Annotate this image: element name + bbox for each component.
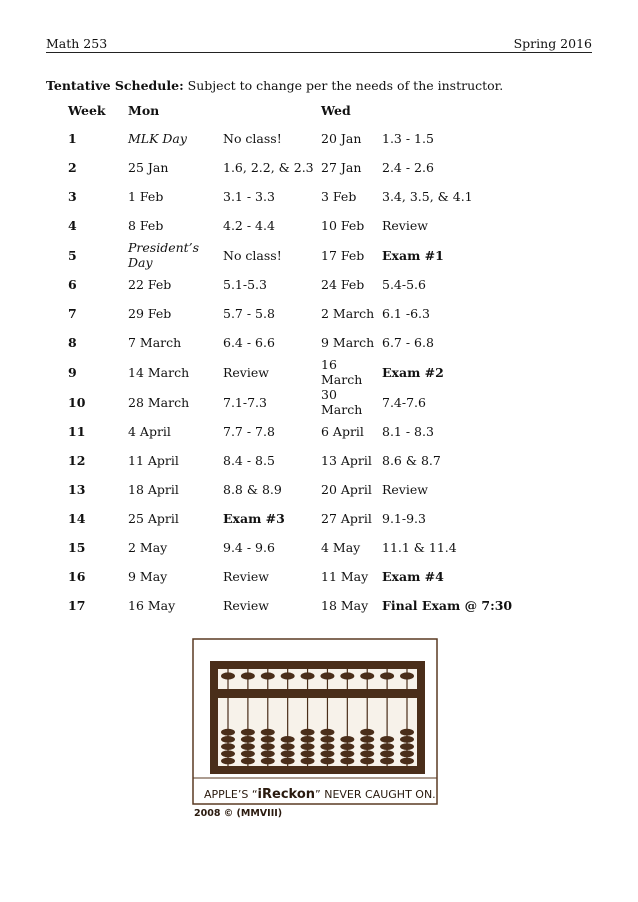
abacus-lower-bead [261, 736, 275, 743]
week-number: 1 [68, 131, 77, 146]
wednesday-date: 27 April [321, 511, 372, 526]
schedule-body [68, 124, 532, 620]
abacus-lower-bead [380, 758, 394, 765]
monday-topic: 6.4 - 6.6 [223, 335, 275, 350]
week-number: 10 [68, 394, 86, 410]
abacus-lower-bead [301, 750, 315, 757]
monday-date: 28 March [128, 394, 190, 410]
schedule-row [68, 270, 532, 299]
abacus-lower-bead [380, 750, 394, 757]
abacus-lower-bead [241, 736, 255, 743]
wednesday-topic: 6.7 - 6.8 [382, 335, 434, 350]
abacus-upper-bead [360, 672, 374, 679]
wednesday-topic: 8.6 & 8.7 [382, 453, 441, 468]
abacus-lower-bead [221, 743, 235, 750]
wednesday-date: 27 Jan [321, 160, 362, 175]
wednesday-date: 2 March [321, 306, 375, 321]
monday-date: 9 May [128, 569, 168, 584]
week-number: 16 [68, 569, 86, 584]
abacus-lower-bead [340, 736, 354, 743]
wednesday-topic: Review [382, 218, 428, 233]
monday-topic: 8.4 - 8.5 [223, 453, 275, 468]
monday-topic: Review [223, 569, 269, 584]
monday-date: 4 April [128, 424, 171, 439]
wednesday-date: 30 March [321, 387, 363, 417]
abacus-lower-bead [320, 750, 334, 757]
schedule-row [68, 124, 532, 153]
wednesday-date: 13 April [321, 453, 372, 468]
schedule-row [68, 211, 532, 240]
schedule-row [68, 387, 532, 417]
week-number: 11 [68, 424, 86, 439]
abacus-upper-bead [301, 672, 315, 679]
abacus-lower-bead [400, 758, 414, 765]
abacus-lower-bead [301, 758, 315, 765]
monday-date: 25 Jan [128, 160, 169, 175]
week-number: 9 [68, 364, 77, 380]
wednesday-topic: Exam #4 [382, 569, 444, 584]
abacus-lower-bead [241, 729, 255, 736]
abacus [210, 661, 425, 774]
abacus-lower-bead [380, 743, 394, 750]
schedule-table [68, 96, 532, 620]
abacus-upper-bead [221, 672, 235, 679]
schedule-intro [46, 78, 503, 93]
abacus-lower-bead [241, 758, 255, 765]
abacus-lower-bead [360, 758, 374, 765]
semester: Spring 2016 [513, 36, 592, 51]
monday-date: 25 April [128, 511, 179, 526]
abacus-lower-bead [400, 743, 414, 750]
monday-topic: Exam #3 [223, 511, 285, 526]
monday-topic: Review [223, 364, 269, 380]
week-number: 14 [68, 511, 86, 526]
monday-date: 1 Feb [128, 189, 164, 204]
header-week: Week [68, 102, 106, 118]
schedule-row [68, 533, 532, 562]
abacus-lower-bead [320, 743, 334, 750]
wednesday-topic: 5.4-5.6 [382, 277, 426, 292]
wednesday-date: 4 May [321, 540, 361, 555]
wednesday-date: 6 April [321, 424, 364, 439]
wednesday-topic: Exam #2 [382, 364, 444, 380]
wednesday-date: 24 Feb [321, 277, 365, 292]
wednesday-topic: 6.1 -6.3 [382, 306, 430, 321]
monday-date: President’s Day [128, 240, 200, 270]
page-header [46, 34, 592, 53]
wednesday-date: 3 Feb [321, 189, 357, 204]
abacus-lower-bead [301, 729, 315, 736]
abacus-lower-bead [301, 736, 315, 743]
schedule-row [68, 417, 532, 446]
week-number: 15 [68, 540, 86, 555]
schedule-row [68, 504, 532, 533]
abacus-lower-bead [281, 758, 295, 765]
monday-topic: Review [223, 598, 269, 613]
abacus-upper-bead [320, 672, 334, 679]
abacus-lower-bead [400, 750, 414, 757]
caption-post: ” NEVER CAUGHT ON. [315, 788, 436, 801]
header-mon: Mon [128, 102, 160, 118]
abacus-lower-bead [261, 758, 275, 765]
wednesday-topic: 1.3 - 1.5 [382, 131, 434, 146]
caption-pre: APPLE’S “ [204, 788, 258, 801]
schedule-row [68, 328, 532, 357]
abacus-upper-bead [241, 672, 255, 679]
monday-date: 14 March [128, 364, 190, 380]
abacus-lower-bead [261, 743, 275, 750]
wednesday-topic: 7.4-7.6 [382, 394, 426, 410]
wednesday-topic: 2.4 - 2.6 [382, 160, 434, 175]
monday-topic: 9.4 - 9.6 [223, 540, 275, 555]
schedule-row [68, 475, 532, 504]
monday-topic: No class! [223, 131, 282, 146]
abacus-lower-bead [320, 736, 334, 743]
monday-date: 7 March [128, 335, 182, 350]
monday-date: 22 Feb [128, 277, 172, 292]
schedule-row [68, 357, 532, 387]
abacus-upper-bead [340, 672, 354, 679]
abacus-lower-bead [221, 750, 235, 757]
wednesday-topic: 3.4, 3.5, & 4.1 [382, 189, 473, 204]
abacus-lower-bead [261, 729, 275, 736]
abacus-lower-bead [360, 743, 374, 750]
abacus-lower-bead [340, 758, 354, 765]
abacus-upper-bead [380, 672, 394, 679]
monday-date: 8 Feb [128, 218, 164, 233]
abacus-lower-bead [281, 750, 295, 757]
cartoon-caption [204, 787, 436, 802]
header-wed: Wed [321, 102, 351, 118]
abacus-upper-bead [400, 672, 414, 679]
week-number: 13 [68, 482, 86, 497]
abacus-lower-bead [400, 729, 414, 736]
header-wed-topic [382, 96, 532, 124]
monday-topic: 7.1-7.3 [223, 394, 267, 410]
wednesday-topic: Exam #1 [382, 247, 444, 263]
abacus-lower-bead [380, 736, 394, 743]
wednesday-topic: 8.1 - 8.3 [382, 424, 434, 439]
abacus-lower-bead [360, 729, 374, 736]
wednesday-topic: 11.1 & 11.4 [382, 540, 457, 555]
week-number: 5 [68, 247, 77, 263]
cartoon-signature: 2008 © (MMVIII) [194, 808, 283, 819]
abacus-lower-bead [360, 750, 374, 757]
wednesday-date: 17 Feb [321, 247, 365, 263]
wednesday-date: 16 March [321, 357, 363, 387]
wednesday-date: 20 Jan [321, 131, 362, 146]
monday-topic: 4.2 - 4.4 [223, 218, 275, 233]
monday-topic: 5.1-5.3 [223, 277, 267, 292]
week-number: 12 [68, 453, 86, 468]
monday-date: 16 May [128, 598, 176, 613]
caption-brand: iReckon [257, 787, 316, 802]
monday-date: 2 May [128, 540, 168, 555]
monday-topic: 7.7 - 7.8 [223, 424, 275, 439]
abacus-upper-bead [261, 672, 275, 679]
abacus-lower-bead [241, 750, 255, 757]
course-name: Math 253 [46, 36, 108, 51]
abacus-lower-bead [340, 750, 354, 757]
abacus-lower-bead [400, 736, 414, 743]
monday-topic: 8.8 & 8.9 [223, 482, 282, 497]
abacus-lower-bead [301, 743, 315, 750]
wednesday-date: 9 March [321, 335, 375, 350]
monday-topic: 5.7 - 5.8 [223, 306, 275, 321]
abacus-lower-bead [221, 736, 235, 743]
abacus-lower-bead [320, 758, 334, 765]
week-number: 4 [68, 218, 77, 233]
schedule-row [68, 446, 532, 475]
week-number: 7 [68, 306, 77, 321]
abacus-lower-bead [360, 736, 374, 743]
wednesday-topic: Final Exam @ 7:30 [382, 598, 513, 613]
abacus-lower-bead [340, 743, 354, 750]
abacus-upper-bead [281, 672, 295, 679]
schedule-row [68, 299, 532, 328]
schedule-header-row [68, 96, 532, 124]
abacus-lower-bead [261, 750, 275, 757]
abacus-lower-bead [320, 729, 334, 736]
monday-date: 18 April [128, 482, 179, 497]
wednesday-topic: Review [382, 482, 428, 497]
week-number: 3 [68, 189, 77, 204]
header-mon-topic [223, 96, 321, 124]
wednesday-date: 20 April [321, 482, 372, 497]
wednesday-topic: 9.1-9.3 [382, 511, 426, 526]
week-number: 17 [68, 598, 86, 613]
abacus-lower-bead [281, 736, 295, 743]
schedule-row [68, 562, 532, 591]
schedule-label: Tentative Schedule: [46, 78, 184, 93]
abacus-lower-bead [241, 743, 255, 750]
wednesday-date: 11 May [321, 569, 369, 584]
week-number: 6 [68, 277, 77, 292]
abacus-lower-bead [221, 758, 235, 765]
wednesday-date: 18 May [321, 598, 369, 613]
schedule-row [68, 591, 532, 620]
monday-topic: 1.6, 2.2, & 2.3 [223, 160, 314, 175]
schedule-note: Subject to change per the needs of the instructor. [183, 78, 504, 93]
monday-date: 29 Feb [128, 306, 172, 321]
week-number: 8 [68, 335, 77, 350]
monday-date: 11 April [128, 453, 179, 468]
schedule-row [68, 182, 532, 211]
monday-date: MLK Day [128, 131, 187, 146]
abacus-cartoon [190, 636, 440, 821]
abacus-lower-bead [281, 743, 295, 750]
wednesday-date: 10 Feb [321, 218, 365, 233]
monday-topic: No class! [223, 247, 282, 263]
monday-topic: 3.1 - 3.3 [223, 189, 275, 204]
schedule-row [68, 153, 532, 182]
week-number: 2 [68, 160, 77, 175]
abacus-lower-bead [221, 729, 235, 736]
schedule-row [68, 240, 532, 270]
